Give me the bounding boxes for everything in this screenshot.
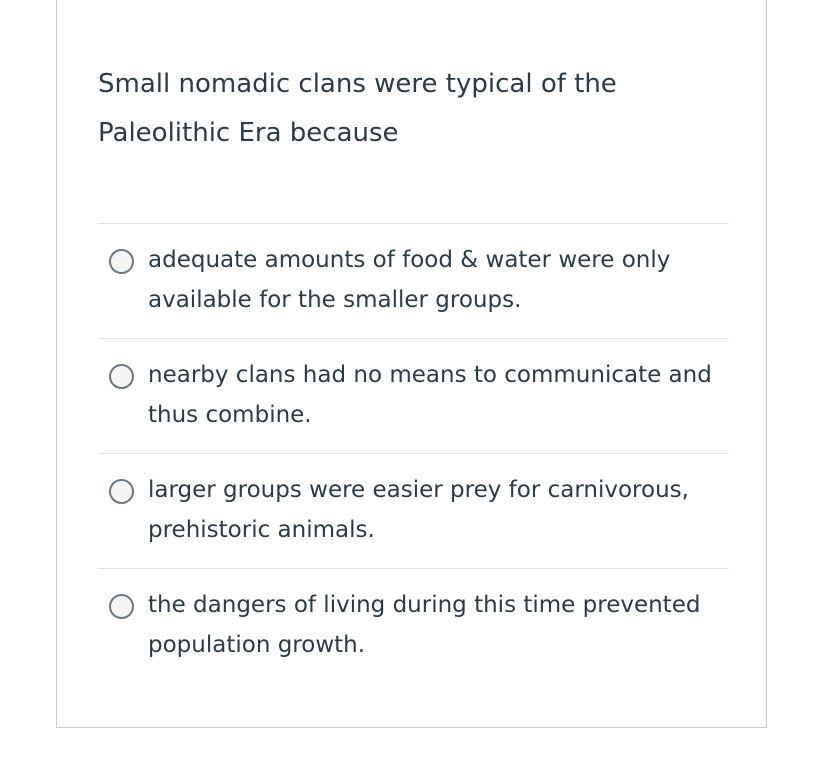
radio-button-icon[interactable] — [109, 594, 134, 619]
answer-label: adequate amounts of food & water were only available for the smaller groups. — [148, 247, 671, 313]
answer-option-2[interactable] — [98, 338, 729, 453]
answer-option-1[interactable] — [98, 223, 729, 338]
answer-label: larger groups were easier prey for carnivorous, prehistoric animals. — [148, 477, 689, 543]
answer-option-4[interactable] — [98, 568, 729, 683]
radio-button-icon[interactable] — [109, 479, 134, 504]
answer-list — [98, 223, 729, 683]
answer-label: nearby clans had no means to communicate and thus combine. — [148, 362, 712, 428]
answer-label: the dangers of living during this time prevented population growth. — [148, 592, 701, 658]
question-text: Small nomadic clans were typical of the Paleolithic Era because — [98, 69, 617, 148]
quiz-question-card — [56, 0, 767, 728]
answer-option-3[interactable] — [98, 453, 729, 568]
radio-button-icon[interactable] — [109, 364, 134, 389]
radio-button-icon[interactable] — [109, 249, 134, 274]
